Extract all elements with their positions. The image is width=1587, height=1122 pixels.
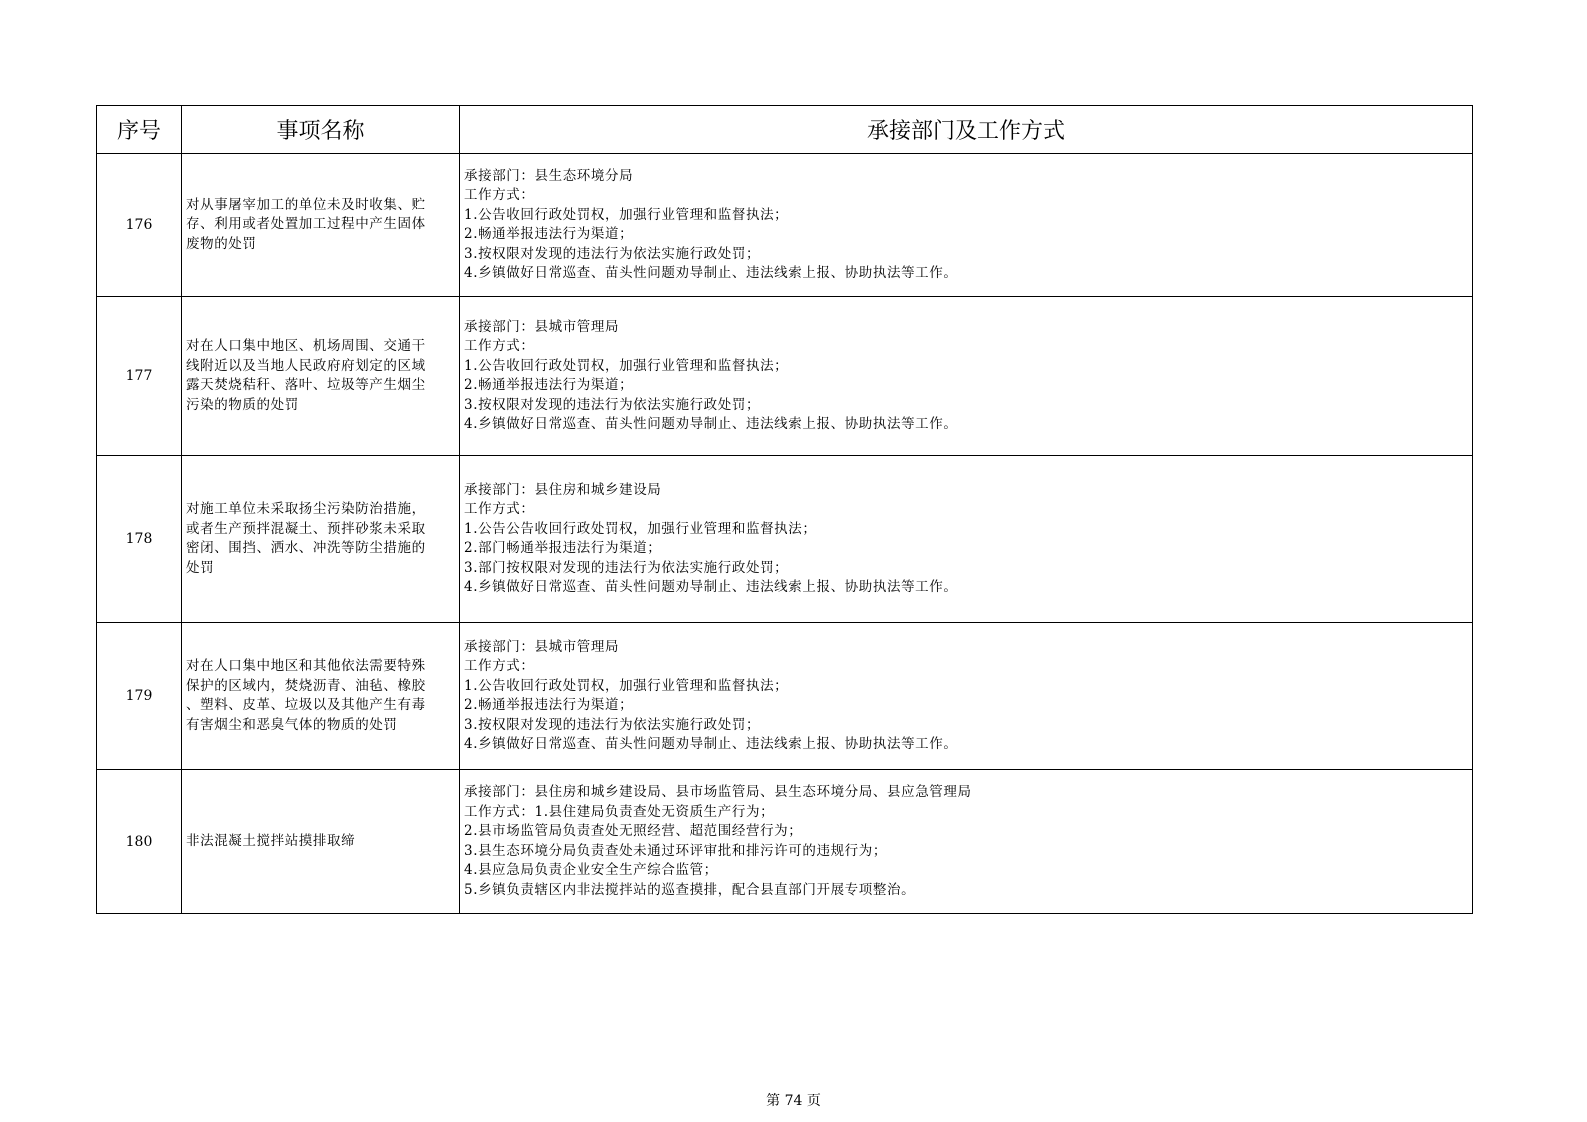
method-line: 工作方式： <box>464 338 535 354</box>
method-line: 4.县应急局负责企业安全生产综合监管； <box>464 862 718 878</box>
method-line: 承接部门：县城市管理局 <box>464 638 620 655</box>
name-line: 对在人口集中地区和其他依法需要特殊 <box>186 658 426 674</box>
name-line: 露天焚烧秸秆、落叶、垃圾等产生烟尘 <box>186 377 426 393</box>
name-line: 非法混凝土搅拌站摸排取缔 <box>186 832 356 849</box>
method-line: 1.公告收回行政处罚权，加强行业管理和监督执法； <box>464 206 789 223</box>
method-line: 1.公告收回行政处罚权，加强行业管理和监督执法； <box>464 677 789 694</box>
row-name <box>182 154 460 297</box>
name-line: 或者生产预拌混凝土、预拌砂浆未采取 <box>186 520 426 537</box>
row-seq: 179 <box>97 623 182 770</box>
name-line: 保护的区域内，焚烧沥青、油毡、橡胶 <box>186 677 426 694</box>
header-name: 事项名称 <box>182 106 460 154</box>
method-line: 2.畅通举报违法行为渠道； <box>464 697 634 713</box>
method-line: 2.部门畅通举报违法行为渠道； <box>464 540 662 556</box>
name-line: 处罚 <box>186 559 215 576</box>
row-name <box>182 297 460 456</box>
method-line: 承接部门：县城市管理局 <box>464 318 620 335</box>
name-line: 密闭、围挡、洒水、冲洗等防尘措施的 <box>186 540 426 556</box>
method-line: 工作方式： <box>464 658 535 674</box>
row-seq: 178 <box>97 456 182 623</box>
method-line: 4.乡镇做好日常巡查、苗头性问题劝导制止、违法线索上报、协助执法等工作。 <box>464 416 958 432</box>
name-line: 存、利用或者处置加工过程中产生固体 <box>186 216 426 233</box>
page-number: 第 74 页 <box>766 1093 821 1109</box>
method-line: 4.乡镇做好日常巡查、苗头性问题劝导制止、违法线索上报、协助执法等工作。 <box>464 265 958 281</box>
name-line: 污染的物质的处罚 <box>186 396 299 413</box>
header-row <box>97 106 1473 154</box>
matter-table <box>96 105 1473 914</box>
method-line: 3.按权限对发现的违法行为依法实施行政处罚； <box>464 716 761 733</box>
row-seq: 177 <box>97 297 182 456</box>
name-line: 废物的处罚 <box>186 235 257 252</box>
method-line: 2.畅通举报违法行为渠道； <box>464 226 634 242</box>
name-line: 对从事屠宰加工的单位未及时收集、贮 <box>186 196 426 213</box>
name-line: 有害烟尘和恶臭气体的物质的处罚 <box>186 716 398 733</box>
row-seq: 176 <box>97 154 182 297</box>
method-line: 3.县生态环境分局负责查处未通过环评审批和排污许可的违规行为； <box>464 842 887 859</box>
method-line: 2.县市场监管局负责查处无照经营、超范围经营行为； <box>464 823 803 839</box>
table-row <box>97 770 1473 914</box>
row-name <box>182 623 460 770</box>
header-seq: 序号 <box>97 106 182 154</box>
name-line: 对在人口集中地区、机场周围、交通干 <box>186 338 426 354</box>
name-line: 线附近以及当地人民政府府划定的区域 <box>186 357 426 374</box>
table-row <box>97 456 1473 623</box>
name-line: 对施工单位未采取扬尘污染防治措施， <box>186 501 426 517</box>
method-line: 3.按权限对发现的违法行为依法实施行政处罚； <box>464 396 761 413</box>
row-name <box>182 770 460 914</box>
row-method <box>460 623 1473 770</box>
method-line: 承接部门：县住房和城乡建设局 <box>464 481 662 498</box>
method-line: 工作方式： <box>464 501 535 517</box>
method-line: 3.部门按权限对发现的违法行为依法实施行政处罚； <box>464 559 789 576</box>
table-row <box>97 297 1473 456</box>
row-method <box>460 456 1473 623</box>
header-method: 承接部门及工作方式 <box>460 106 1473 154</box>
row-method <box>460 297 1473 456</box>
method-line: 1.公告收回行政处罚权，加强行业管理和监督执法； <box>464 357 789 374</box>
method-line: 3.按权限对发现的违法行为依法实施行政处罚； <box>464 245 761 262</box>
table-row <box>97 623 1473 770</box>
method-line: 4.乡镇做好日常巡查、苗头性问题劝导制止、违法线索上报、协助执法等工作。 <box>464 579 958 595</box>
method-line: 工作方式：1.县住建局负责查处无资质生产行为； <box>464 803 775 820</box>
method-line: 工作方式： <box>464 187 535 203</box>
row-method <box>460 770 1473 914</box>
method-line: 承接部门：县住房和城乡建设局、县市场监管局、县生态环境分局、县应急管理局 <box>464 784 972 800</box>
method-line: 1.公告公告收回行政处罚权，加强行业管理和监督执法； <box>464 520 817 537</box>
row-name <box>182 456 460 623</box>
method-line: 2.畅通举报违法行为渠道； <box>464 377 634 393</box>
method-line: 承接部门：县生态环境分局 <box>464 167 634 184</box>
table-row <box>97 154 1473 297</box>
method-line: 5.乡镇负责辖区内非法搅拌站的巡查摸排，配合县直部门开展专项整治。 <box>464 881 916 898</box>
row-method <box>460 154 1473 297</box>
row-seq: 180 <box>97 770 182 914</box>
method-line: 4.乡镇做好日常巡查、苗头性问题劝导制止、违法线索上报、协助执法等工作。 <box>464 736 958 752</box>
name-line: 、塑料、皮革、垃圾以及其他产生有毒 <box>186 697 426 713</box>
